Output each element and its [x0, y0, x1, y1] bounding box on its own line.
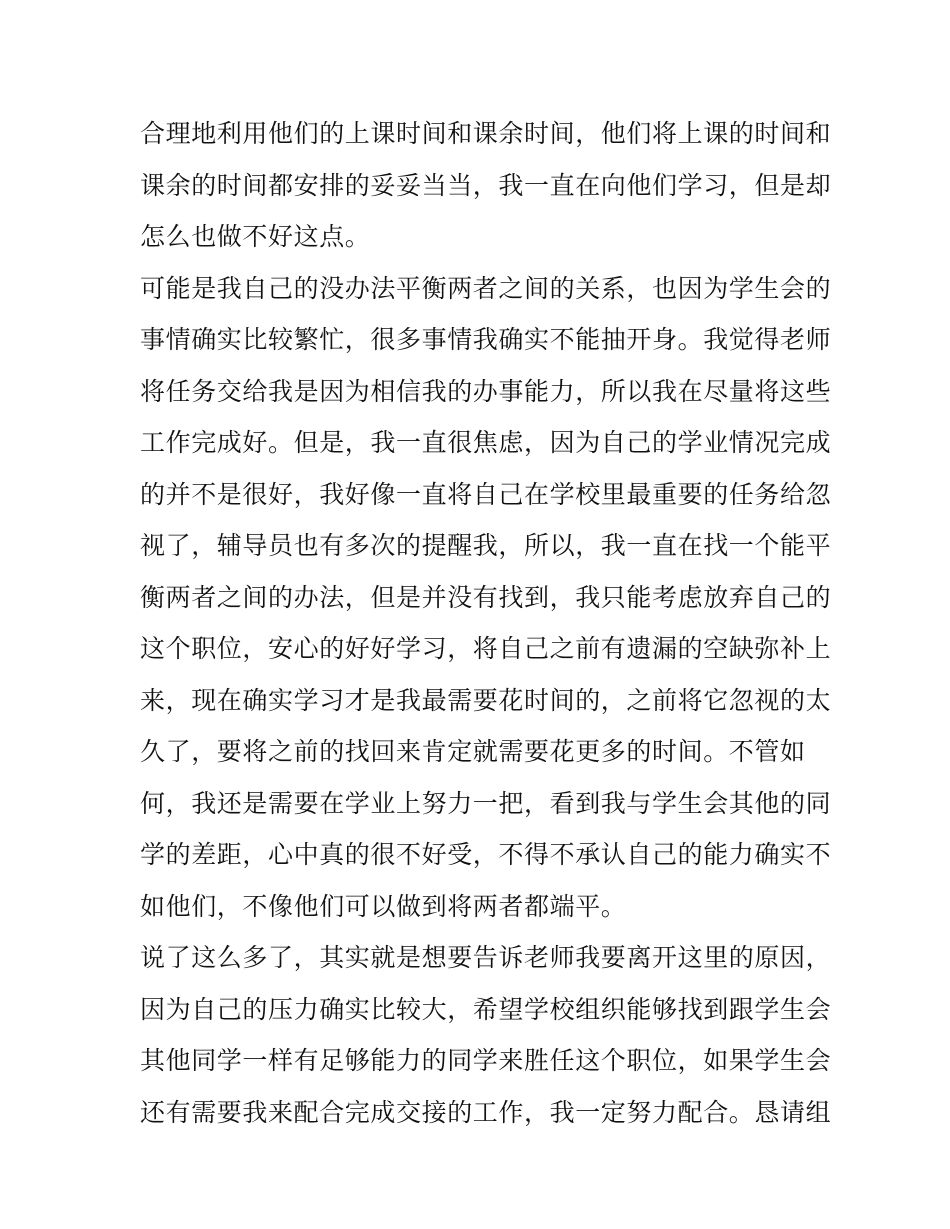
text-line: 久了，要将之前的找回来肯定就需要花更多的时间。不管如	[140, 737, 806, 766]
text-line: 视了，辅导员也有多次的提醒我，所以，我一直在找一个能平	[140, 531, 832, 560]
text-line: 说了这么多了，其实就是想要告诉老师我要离开这里的原因，	[140, 943, 832, 972]
text-line: 可能是我自己的没办法平衡两者之间的关系，也因为学生会的	[140, 273, 832, 303]
document-body	[140, 108, 832, 1138]
text-line: 合理地利用他们的上课时间和课余时间，他们将上课的时间和	[140, 119, 832, 148]
text-line: 如他们，不像他们可以做到将两者都端平。	[140, 891, 627, 921]
text-line: 怎么也做不好这点。	[140, 222, 371, 251]
text-line: 来，现在确实学习才是我最需要花时间的，之前将它忽视的太	[140, 685, 832, 715]
text-line: 还有需要我来配合完成交接的工作，我一定努力配合。恳请组	[140, 1097, 832, 1127]
text-line: 课余的时间都安排的妥妥当当，我一直在向他们学习，但是却	[140, 170, 832, 200]
text-line: 工作完成好。但是，我一直很焦虑，因为自己的学业情况完成	[140, 428, 832, 457]
text-line: 学的差距，心中真的很不好受，不得不承认自己的能力确实不	[140, 840, 832, 869]
text-line: 因为自己的压力确实比较大，希望学校组织能够找到跟学生会	[140, 994, 832, 1024]
text-line: 何，我还是需要在学业上努力一把，看到我与学生会其他的同	[140, 788, 832, 818]
text-line: 的并不是很好，我好像一直将自己在学校里最重要的任务给忽	[140, 479, 832, 509]
text-line: 其他同学一样有足够能力的同学来胜任这个职位，如果学生会	[140, 1046, 832, 1075]
text-line: 将任务交给我是因为相信我的办事能力，所以我在尽量将这些	[140, 376, 832, 406]
text-line: 事情确实比较繁忙，很多事情我确实不能抽开身。我觉得老师	[140, 325, 832, 354]
text-line: 衡两者之间的办法，但是并没有找到，我只能考虑放弃自己的	[140, 582, 832, 612]
text-line: 这个职位，安心的好好学习，将自己之前有遗漏的空缺弥补上	[140, 634, 832, 663]
